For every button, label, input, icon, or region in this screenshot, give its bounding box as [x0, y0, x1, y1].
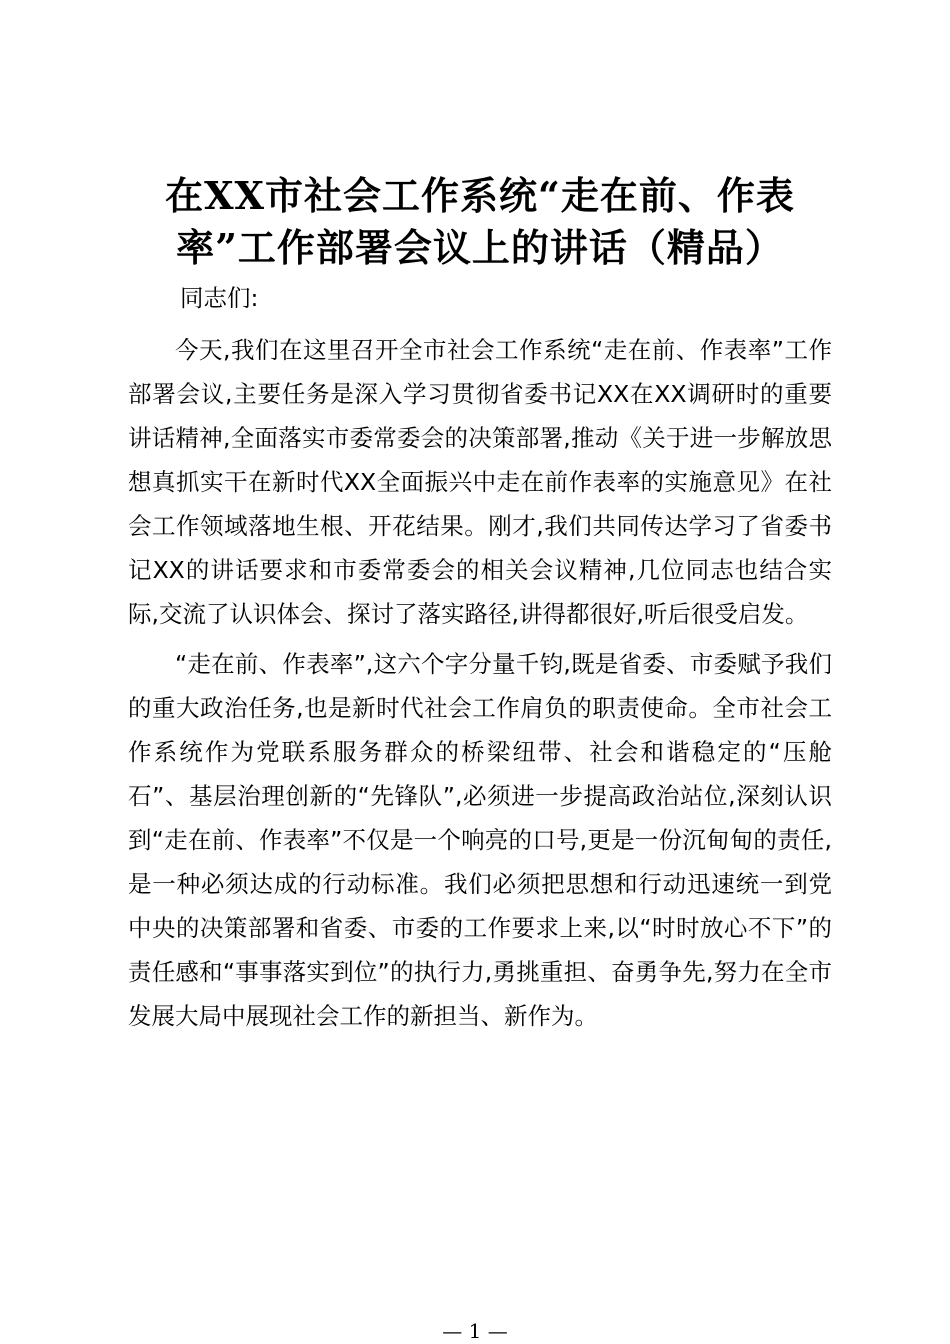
- paragraph-2: “走在前、作表率”,这六个字分量千钧,既是省委、市委赋予我们的重大政治任务,也是新时代社会工作肩负的职责使命。全市社会工作系统作为党联系服务群众的桥梁纽带、社会和谐稳定的“压舱石”、基层治理创新的“先锋队”,必须进一步提高政治站位,深刻认识到“走在前、作表率”不仅是一个响亮的口号,更是一份沉甸甸的责任,是一种必须达成的行动标准。我们必须把思想和行动迅速统一到党中央的决策部署和省委、市委的工作要求上来,以“时时放心不下”的责任感和“事事落实到位”的执行力,勇挑重担、奋勇争先,努力在全市发展大局中展现社会工作的新担当、新作为。: [128, 650, 832, 1030]
- page-number: — 1 —: [442, 1319, 508, 1343]
- document-title: 在XX市社会工作系统“走在前、作表率”工作部署会议上的讲话（精品）: [165, 173, 795, 270]
- greeting: 同志们:: [180, 284, 259, 312]
- document-body: [128, 276, 832, 1038]
- paragraph-1: 今天,我们在这里召开全市社会工作系统“走在前、作表率”工作部署会议,主要任务是深入学习贯彻省委书记XX在XX调研时的重要讲话精神,全面落实市委常委会的决策部署,推动《关于进一步解放思想真抓实干在新时代XX全面振兴中走在前作表率的实施意见》在社会工作领域落地生根、开花结果。刚才,我们共同传达学习了省委书记XX的讲话要求和市委常委会的相关会议精神,几位同志也结合实际,交流了认识体会、探讨了落实路径,讲得都很好,听后很受启发。: [128, 336, 832, 628]
